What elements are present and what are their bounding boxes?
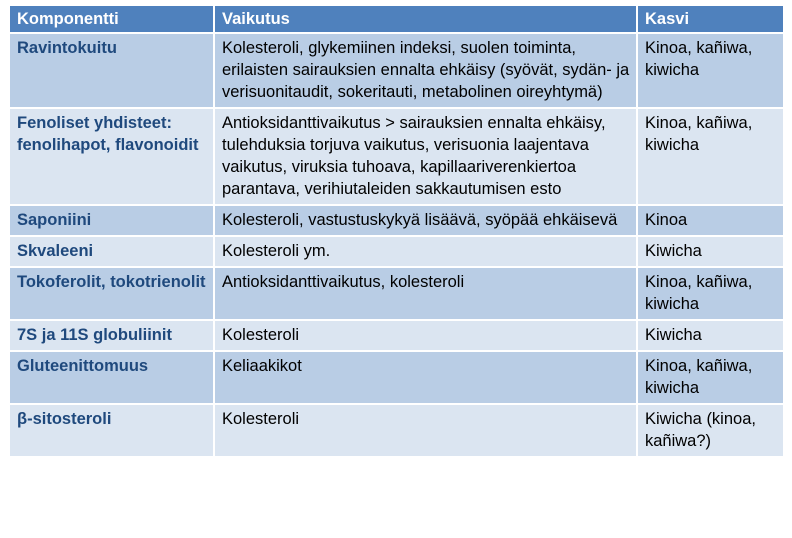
header-vaikutus: Vaikutus — [214, 5, 637, 33]
plant-cell: Kiwicha (kinoa, kañiwa?) — [637, 404, 784, 457]
component-cell: Ravintokuitu — [9, 33, 214, 108]
effect-cell: Kolesteroli — [214, 404, 637, 457]
plant-cell: Kinoa, kañiwa, kiwicha — [637, 267, 784, 320]
plant-cell: Kinoa, kañiwa, kiwicha — [637, 33, 784, 108]
nutrition-table — [8, 4, 785, 458]
effect-cell: Kolesteroli ym. — [214, 236, 637, 267]
effect-cell: Antioksidanttivaikutus, kolesteroli — [214, 267, 637, 320]
table-row — [9, 320, 784, 351]
component-cell: Gluteenittomuus — [9, 351, 214, 404]
component-cell: 7S ja 11S globuliinit — [9, 320, 214, 351]
plant-cell: Kiwicha — [637, 320, 784, 351]
effect-cell: Kolesteroli — [214, 320, 637, 351]
effect-cell: Keliaakikot — [214, 351, 637, 404]
plant-cell: Kinoa, kañiwa, kiwicha — [637, 351, 784, 404]
plant-cell: Kiwicha — [637, 236, 784, 267]
table-row — [9, 267, 784, 320]
effect-cell: Antioksidanttivaikutus > sairauksien ennalta ehkäisy, tulehduksia torjuva vaikutus, verisuonia laajentava vaikutus, viruksia tuhoava, kapillaariverenkiertoa parantava, verihiutaleiden sakkautumisen esto — [214, 108, 637, 205]
table-row — [9, 205, 784, 236]
table-row — [9, 108, 784, 205]
component-cell: Tokoferolit, tokotrienolit — [9, 267, 214, 320]
component-cell: β-sitosteroli — [9, 404, 214, 457]
component-cell: Saponiini — [9, 205, 214, 236]
header-kasvi: Kasvi — [637, 5, 784, 33]
effect-cell: Kolesteroli, glykemiinen indeksi, suolen toiminta, erilaisten sairauksien ennalta ehkäisy (syövät, sydän- ja verisuonitaudit, sokeritauti, metabolinen oireyhtymä) — [214, 33, 637, 108]
component-cell: Skvaleeni — [9, 236, 214, 267]
table-row — [9, 404, 784, 457]
component-cell: Fenoliset yhdisteet: fenolihapot, flavonoidit — [9, 108, 214, 205]
header-komponentti: Komponentti — [9, 5, 214, 33]
effect-cell: Kolesteroli, vastustuskykyä lisäävä, syöpää ehkäisevä — [214, 205, 637, 236]
plant-cell: Kinoa — [637, 205, 784, 236]
table-row — [9, 236, 784, 267]
table-row — [9, 351, 784, 404]
table-row — [9, 33, 784, 108]
plant-cell: Kinoa, kañiwa, kiwicha — [637, 108, 784, 205]
header-row — [9, 5, 784, 33]
